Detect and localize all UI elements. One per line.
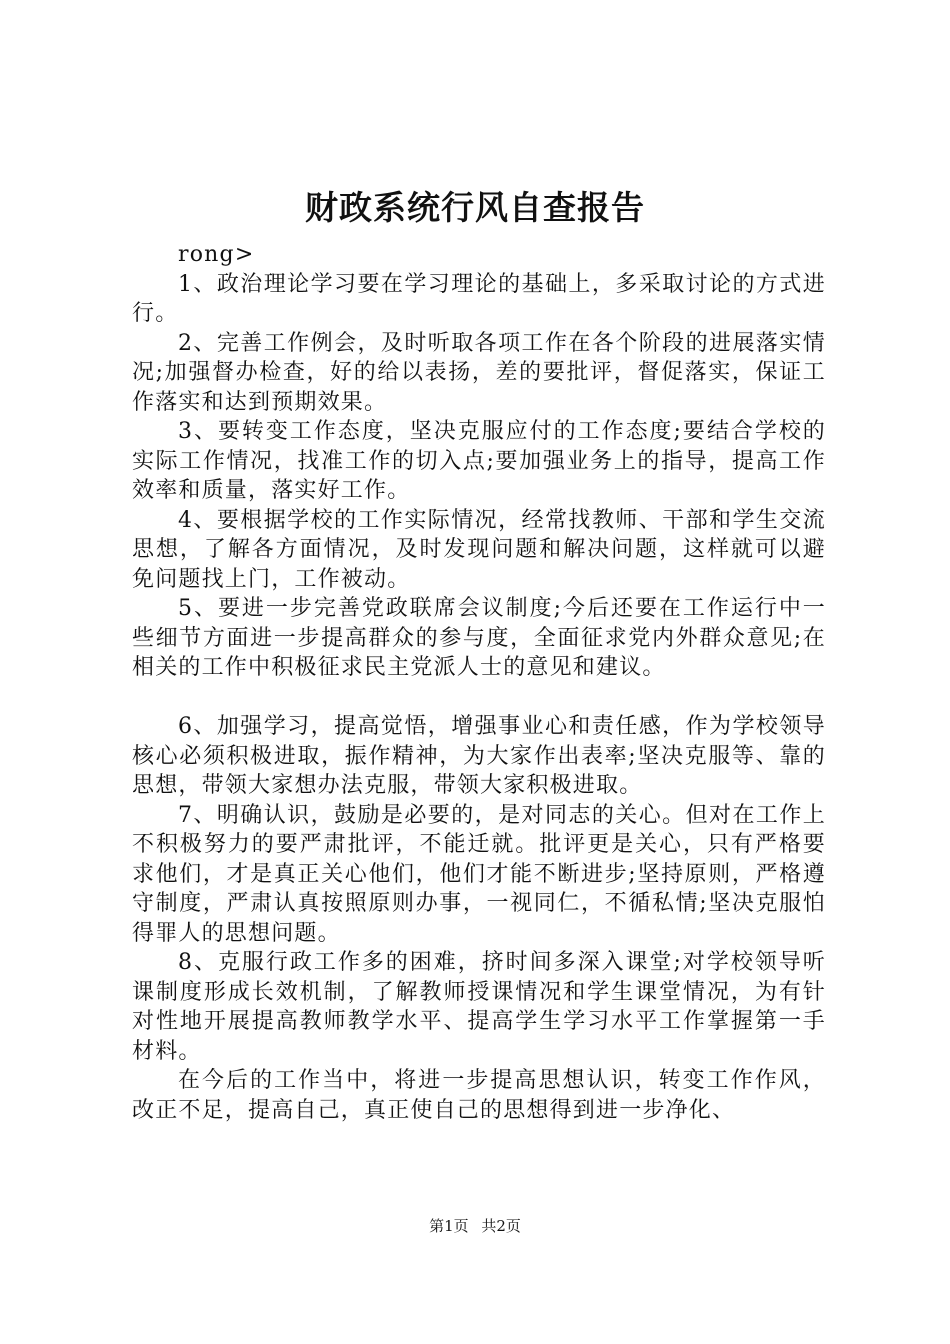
paragraph-item-7: 7、明确认识，鼓励是必要的，是对同志的关心。但对在工作上不积极努力的要严肃批评，不能迁就。批评更是关心，只有严格要求他们，才是真正关心他们，他们才能不断进步;坚持原则，严格遵守制度，严肃认真按照原则办事，一视同仁，不循私情;坚决克服怕得罪人的思想问题。 bbox=[132, 802, 826, 946]
paragraph-item-8: 8、克服行政工作多的困难，挤时间多深入课堂;对学校领导听课制度形成长效机制，了解教师授课情况和学生课堂情况，为有针对性地开展提高教师教学水平、提高学生学习水平工作掌握第一手材料。 bbox=[132, 950, 826, 1064]
paragraph-gap bbox=[132, 683, 826, 713]
paragraph-item-6: 6、加强学习，提高觉悟，增强事业心和责任感，作为学校领导核心必须积极进取，振作精神，为大家作出表率;坚决克服等、靠的思想，带领大家想办法克服，带领大家积极进取。 bbox=[132, 714, 826, 798]
document-body bbox=[132, 240, 826, 1125]
page-total: 共2页 bbox=[481, 1217, 521, 1235]
document-title: 财政系统行风自查报告 bbox=[305, 188, 645, 227]
paragraph-item-4: 4、要根据学校的工作实际情况，经常找教师、干部和学生交流思想，了解各方面情况，及时发现问题和解决问题，这样就可以避免问题找上门，工作被动。 bbox=[132, 507, 826, 592]
paragraph-closing: 在今后的工作当中，将进一步提高思想认识，转变工作作风，改正不足，提高自己，真正使自己的思想得到进一步净化、 bbox=[132, 1068, 826, 1123]
paragraph-item-1: 1、政治理论学习要在学习理论的基础上，多采取讨论的方式进行。 bbox=[132, 271, 826, 326]
paragraph-item-5: 5、要进一步完善党政联席会议制度;今后还要在工作运行中一些细节方面进一步提高群众的参与度，全面征求党内外群众意见;在相关的工作中积极征求民主党派人士的意见和建议。 bbox=[132, 596, 826, 680]
page-footer bbox=[0, 1216, 950, 1236]
paragraph-intro: rong> bbox=[178, 242, 255, 267]
page-number: 第1页 bbox=[429, 1217, 469, 1235]
paragraph-item-3: 3、要转变工作态度，坚决克服应付的工作态度;要结合学校的实际工作情况，找准工作的切入点;要加强业务上的指导，提高工作效率和质量，落实好工作。 bbox=[132, 419, 826, 503]
paragraph-item-2: 2、完善工作例会，及时听取各项工作在各个阶段的进展落实情况;加强督办检查，好的给以表扬，差的要批评，督促落实，保证工作落实和达到预期效果。 bbox=[132, 330, 826, 415]
